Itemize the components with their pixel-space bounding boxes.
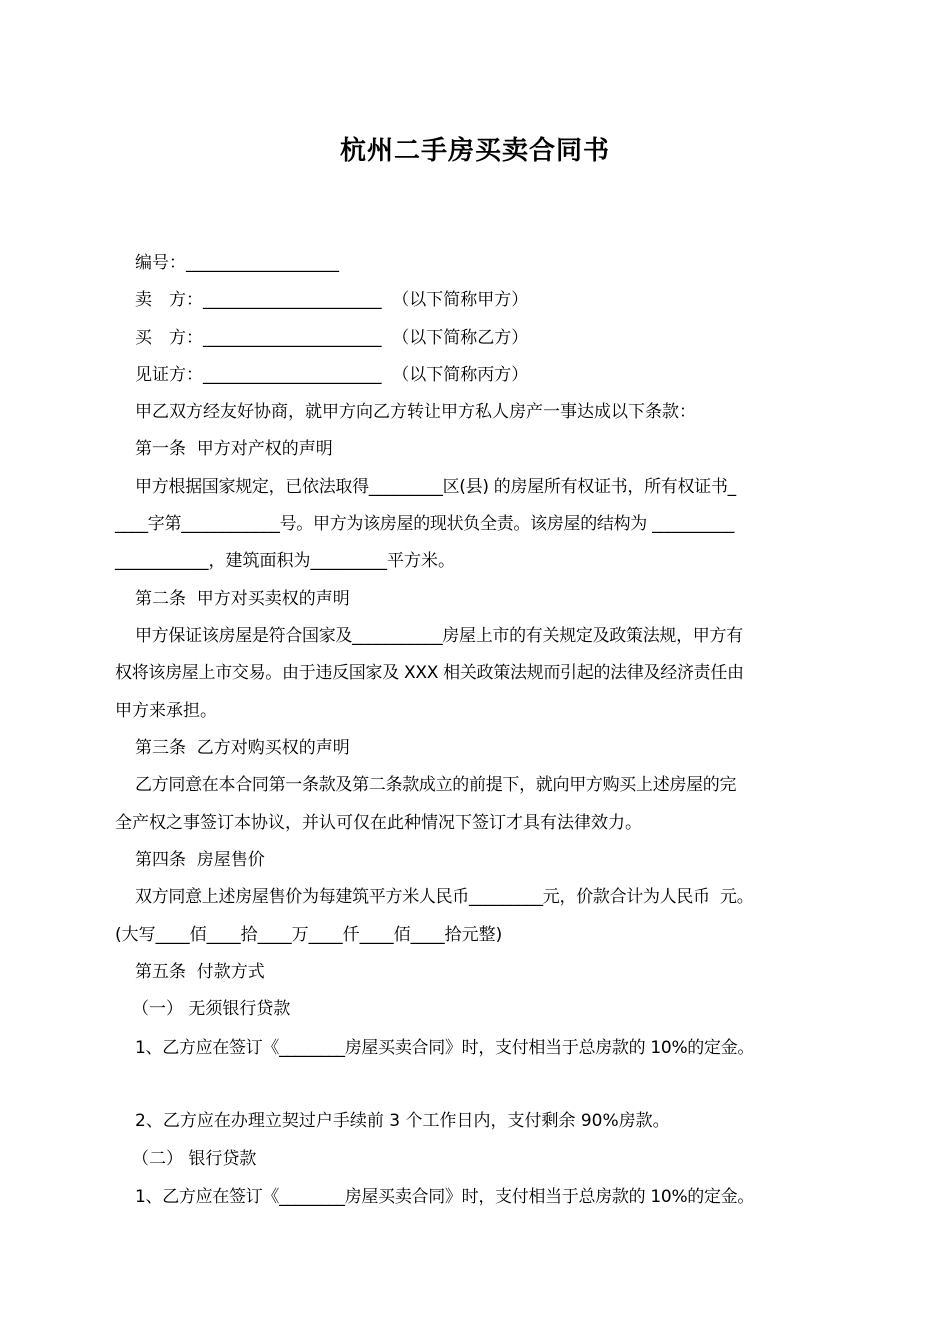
article-4-heading: 第四条 房屋售价 [135, 850, 265, 870]
no-loan-item-2: 2、乙方应在办理立契过户手续前 3 个工作日内，支付剩余 90%房款。 [135, 1111, 670, 1131]
article-3-text-line-2: 全产权之事签订本协议，并认可仅在此种情况下签订才具有法律效力。 [115, 813, 642, 833]
article-4-text-line-1: 双方同意上述房屋售价为每建筑平方米人民币_________元，价款合计为人民币 元。 [135, 887, 754, 907]
bank-loan-heading: （二） 银行贷款 [132, 1149, 257, 1169]
no-loan-heading: （一） 无须银行贷款 [132, 999, 291, 1019]
witness-line: 见证方：_____________________ （以下简称丙方） [135, 365, 529, 385]
seller-line: 卖 方：_____________________ （以下简称甲方） [135, 290, 529, 310]
buyer-line: 买 方：_____________________ （以下简称乙方） [135, 328, 529, 348]
article-2-text-line-3: 甲方来承担。 [115, 701, 217, 721]
document-title: 杭州二手房买卖合同书 [339, 136, 610, 166]
article-1-text-line-3: ___________，建筑面积为_________平方米。 [115, 551, 455, 571]
article-2-heading: 第二条 甲方对买卖权的声明 [135, 589, 350, 609]
article-2-text-line-1: 甲方保证该房屋是符合国家及___________房屋上市的有关规定及政策法规，甲方有 [135, 626, 743, 646]
article-1-heading: 第一条 甲方对产权的声明 [135, 439, 333, 459]
article-2-text-line-2: 权将该房屋上市交易。由于违反国家及 XXX 相关政策法规而引起的法律及经济责任由 [115, 663, 744, 683]
article-3-heading: 第三条 乙方对购买权的声明 [135, 738, 350, 758]
contract-number-line: 编号：__________________ [135, 253, 339, 273]
preamble-line: 甲乙双方经友好协商，就甲方向乙方转让甲方私人房产一事达成以下条款： [135, 402, 696, 422]
no-loan-item-1: 1、乙方应在签订《________房屋买卖合同》时，支付相当于总房款的 10%的定金。 [135, 1038, 755, 1058]
bank-loan-item-1: 1、乙方应在签订《________房屋买卖合同》时，支付相当于总房款的 10%的定金。 [135, 1187, 755, 1207]
article-1-text-line-2: ____字第____________号。甲方为该房屋的现状负全责。该房屋的结构为 __________ [115, 514, 735, 534]
article-5-heading: 第五条 付款方式 [135, 962, 265, 982]
article-4-text-line-2: (大写____佰____拾____万____仟____佰____拾元整) [115, 925, 503, 945]
article-1-text-line-1: 甲方根据国家规定，已依法取得_________区(县) 的房屋所有权证书，所有权证书_ [135, 477, 736, 497]
article-3-text-line-1: 乙方同意在本合同第一条款及第二条款成立的前提下，就向甲方购买上述房屋的完 [135, 775, 737, 795]
